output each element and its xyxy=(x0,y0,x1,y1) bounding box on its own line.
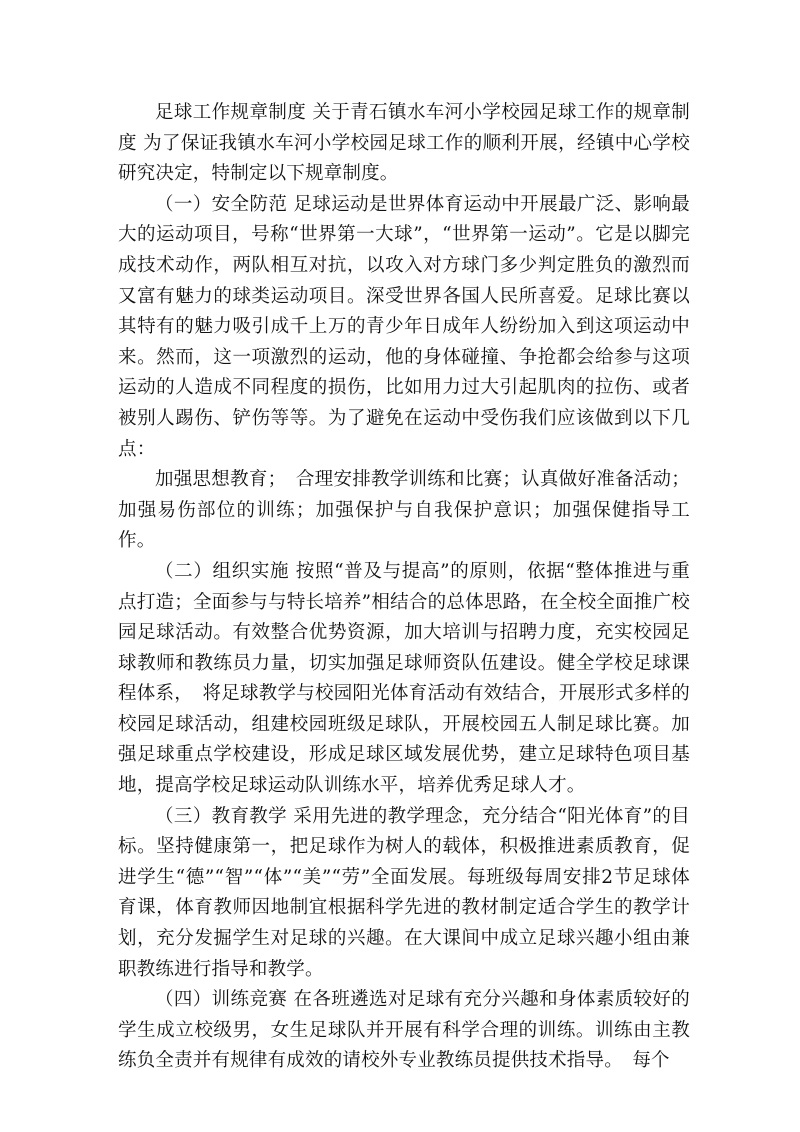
intro-paragraph: 足球工作规章制度 关于青石镇水车河小学校园足球工作的规章制度 为了保证我镇水车河小学校园足球工作的顺利开展，经镇中心学校研究决定，特制定以下规章制度。 xyxy=(118,102,690,185)
training-paragraph: （四）训练竞赛 在各班遴选对足球有充分兴趣和身体素质较好的学生成立校级男，女生足球队并开展有科学合理的训练。训练由主教练负全责并有规律有成效的请校外专业教练员提供技术指导。 每个 xyxy=(118,989,690,1072)
safety-measures-paragraph: 加强思想教育； 合理安排教学训练和比赛；认真做好准备活动；加强易伤部位的训练；加强保护与自我保护意识；加强保健指导工作。 xyxy=(118,469,690,552)
teaching-paragraph: （三）教育教学 采用先进的教学理念，充分结合“阳光体育”的目标。坚持健康第一，把足球作为树人的载体，积极推进素质教育，促进学生“德”“智”“体”“美”“劳”全面发展。每班级每周安排2节足球体育课，体育教师因地制宜根据科学先进的教材制定适合学生的教学计划，充分发掘学生对足球的兴趣。在大课间中成立足球兴趣小组由兼职教练进行指导和教学。 xyxy=(118,805,690,980)
organization-paragraph: （二）组织实施 按照“普及与提高”的原则，依据“整体推进与重点打造；全面参与与特长培养”相结合的总体思路，在全校全面推广校园足球活动。有效整合优势资源，加大培训与招聘力度，充实校园足球教师和教练员力量，切实加强足球师资队伍建设。健全学校足球课程体系， 将足球教学与校园阳光体育活动有效结合，开展形式多样的校园足球活动，组建校园班级足球队，开展校园五人制足球比赛。加强足球重点学校建设，形成足球区域发展优势，建立足球特色项目基地，提高学校足球运动队训练水平，培养优秀足球人才。 xyxy=(118,560,690,797)
safety-paragraph: （一）安全防范 足球运动是世界体育运动中开展最广泛、影响最大的运动项目，号称“世界第一大球”，“世界第一运动”。它是以脚完成技术动作，两队相互对抗，以攻入对方球门多少判定胜负的激烈而又富有魅力的球类运动项目。深受世界各国人民所喜爱。足球比赛以其特有的魅力吸引成千上万的青少年日成年人纷纷加入到这项运动中来。然而，这一项激烈的运动，他的身体碰撞、争抢都会给参与这项运动的人造成不同程度的损伤，比如用力过大引起肌肉的拉伤、或者被别人踢伤、铲伤等等。为了避免在运动中受伤我们应该做到以下几点： xyxy=(118,193,690,460)
document-body xyxy=(118,98,690,1077)
